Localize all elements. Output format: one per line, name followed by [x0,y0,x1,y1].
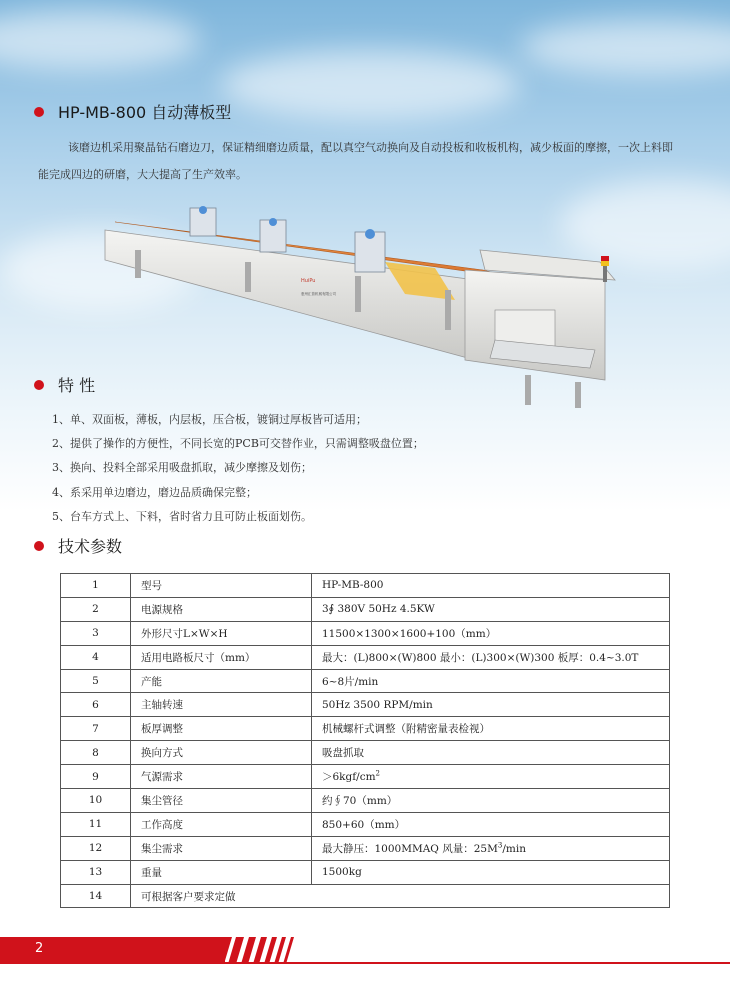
features-heading [34,373,95,396]
param-value [312,765,670,789]
product-title: HP-MB-800 自动薄板型 [58,103,232,122]
param-value: 6~8片/min [312,669,670,693]
bullet-dot-icon [34,380,44,390]
param-name: 外形尺寸L×W×H [131,621,312,645]
bullet-dot-icon [34,541,44,551]
param-name: 电源规格 [131,597,312,621]
table-row [61,765,670,789]
table-row [61,693,670,717]
feature-item: 2、提供了操作的方便性，不同长宽的PCB可交替作业，只需调整吸盘位置； [52,437,424,451]
row-number: 2 [61,597,131,621]
param-name: 集尘管径 [131,789,312,813]
feature-item: 5、台车方式上、下料，省时省力且可防止板面划伤。 [52,509,312,523]
param-value: 机械螺杆式调整（附精密量表检视） [312,717,670,741]
param-value [312,836,670,860]
table-row [61,884,670,908]
param-name: 工作高度 [131,812,312,836]
page-number: 2 [35,941,44,956]
param-name: 集尘需求 [131,836,312,860]
product-heading [34,100,231,123]
param-value: 约∮70（mm） [312,789,670,813]
row-number: 1 [61,574,131,598]
cloud [220,50,520,120]
value-text: ＞6kgf/cm [322,771,376,784]
bullet-dot-icon [34,107,44,117]
specs-title: 技术参数 [58,537,123,556]
table-row [61,645,670,669]
param-value: 850+60（mm） [312,812,670,836]
value-superscript: 3 [497,841,503,850]
table-row [61,597,670,621]
param-name: 型号 [131,574,312,598]
features-list [52,408,424,529]
param-name: 产能 [131,669,312,693]
table-row [61,717,670,741]
row-number: 4 [61,645,131,669]
table-row [61,860,670,884]
table-row [61,741,670,765]
param-name: 可根据客户要求定做 [131,884,670,908]
features-title: 特 性 [58,376,96,395]
table-row [61,621,670,645]
table-row [61,836,670,860]
value-superscript: 2 [375,769,380,778]
row-number: 5 [61,669,131,693]
param-value: 3∮ 380V 50Hz 4.5KW [312,597,670,621]
brand-mark: HuiPu [301,278,316,284]
footer-band [0,937,225,964]
table-row [61,789,670,813]
param-name: 板厚调整 [131,717,312,741]
table-row [61,669,670,693]
row-number: 13 [61,860,131,884]
param-name: 换向方式 [131,741,312,765]
table-row [61,574,670,598]
param-value: HP-MB-800 [312,574,670,598]
row-number: 6 [61,693,131,717]
row-number: 7 [61,717,131,741]
table-row [61,812,670,836]
machine-photo [95,200,635,430]
param-name: 气源需求 [131,765,312,789]
param-value: 1500kg [312,860,670,884]
cloud [520,20,730,75]
product-description: 该磨边机采用聚晶钻石磨边刀，保证精细磨边质量，配以真空气动换向及自动投板和收板机构，减少板面的摩擦，一次上料即能完成四边的研磨，大大提高了生产效率。 [38,141,673,181]
feature-item: 1、单、双面板，薄板，内层板，压合板，镀铜过厚板皆可适用； [52,413,367,426]
row-number: 10 [61,789,131,813]
param-name: 适用电路板尺寸（mm） [131,645,312,669]
row-number: 8 [61,741,131,765]
row-number: 12 [61,836,131,860]
row-number: 3 [61,621,131,645]
cloud [0,10,200,70]
specs-heading [34,534,122,557]
row-number: 14 [61,884,131,908]
value-text: 最大静压：1000MMAQ 风量：25M [322,842,498,855]
footer-stripes-icon [222,937,312,964]
feature-item: 3、换向、投料全部采用吸盘抓取，减少摩擦及划伤； [52,461,312,475]
label-plate: 惠州汇普机械有限公司 [301,292,336,296]
param-value: 吸盘抓取 [312,741,670,765]
value-text: /min [502,842,526,855]
spec-table [60,573,670,908]
param-value: 最大：(L)800×(W)800 最小：(L)300×(W)300 板厚：0.4~3.0T [312,645,670,669]
param-name: 主轴转速 [131,693,312,717]
param-value: 50Hz 3500 RPM/min [312,693,670,717]
param-value: 11500×1300×1600+100（mm） [312,621,670,645]
row-number: 11 [61,812,131,836]
feature-item: 4、系采用单边磨边，磨边品质确保完整； [52,485,257,499]
param-name: 重量 [131,860,312,884]
row-number: 9 [61,765,131,789]
